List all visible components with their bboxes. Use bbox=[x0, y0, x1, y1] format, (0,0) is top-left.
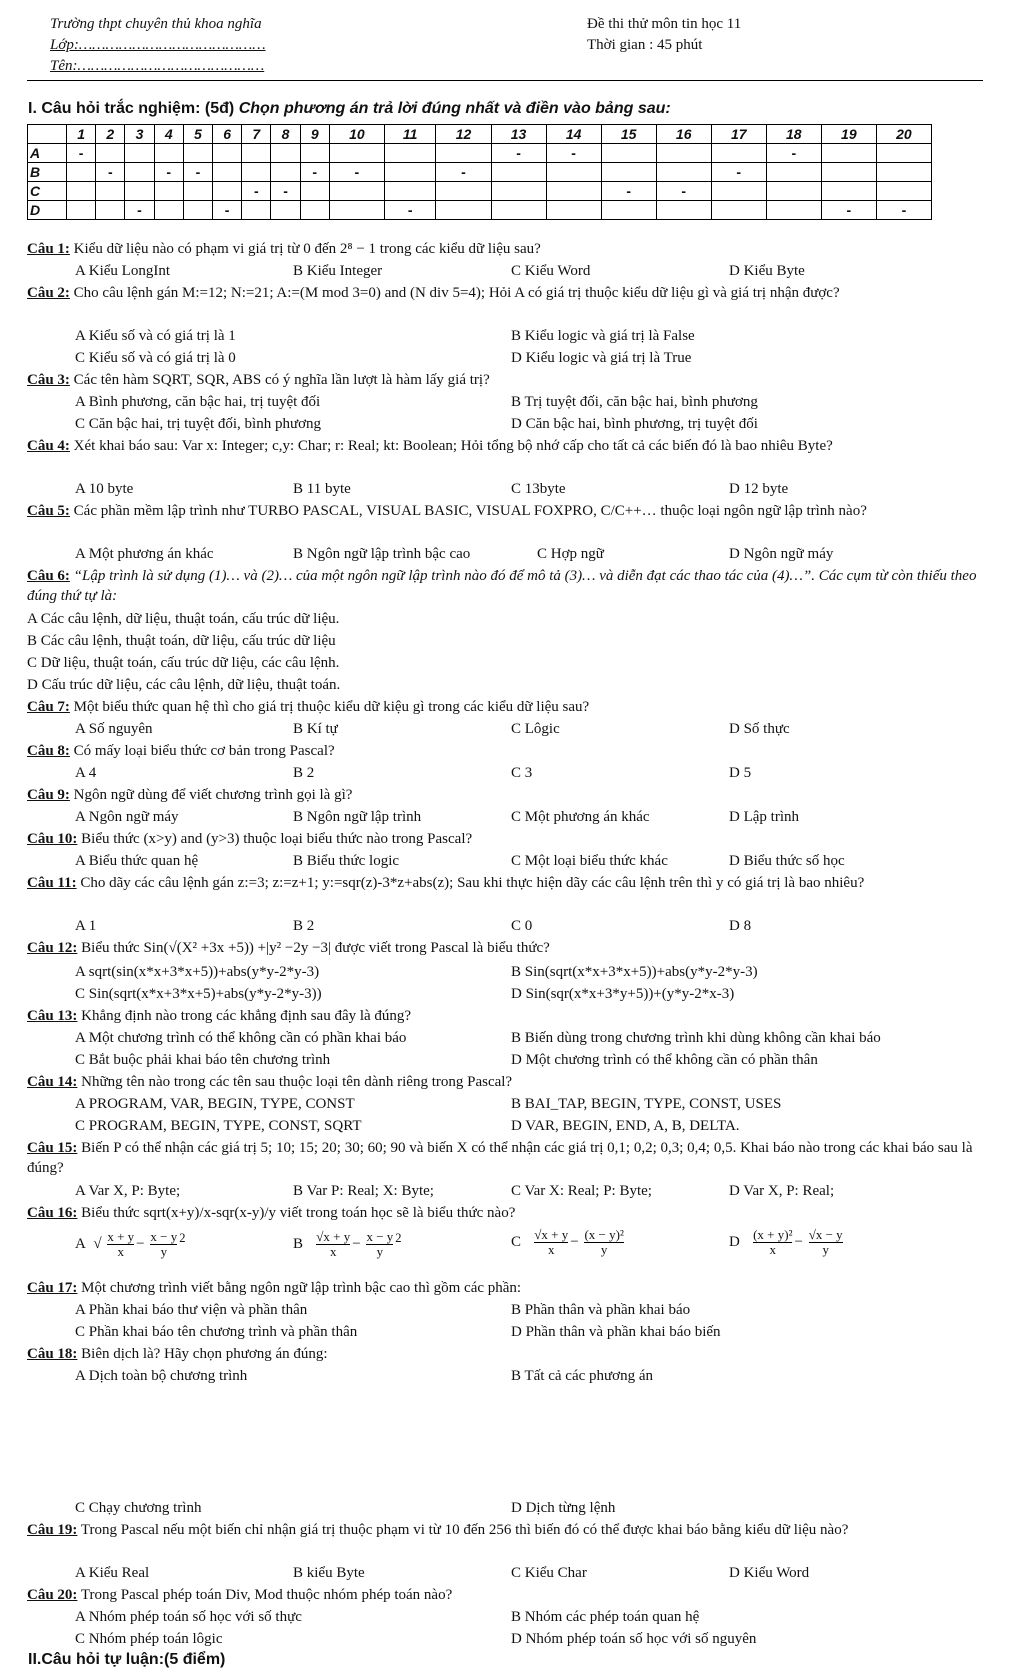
answer-cell bbox=[546, 201, 601, 220]
question-number: Câu 9: bbox=[27, 787, 70, 803]
answer-cell bbox=[96, 144, 125, 163]
q18-option-a: A Dịch toàn bộ chương trình bbox=[75, 1368, 248, 1384]
answer-cell: - bbox=[876, 201, 931, 220]
column-header: 6 bbox=[213, 125, 242, 144]
question-number: Câu 11: bbox=[27, 875, 77, 891]
answer-row bbox=[28, 201, 932, 220]
fraction bbox=[316, 1230, 350, 1259]
q18-option-b: B Tất cả các phương án bbox=[511, 1368, 653, 1384]
answer-cell bbox=[711, 201, 766, 220]
column-header: 10 bbox=[329, 125, 384, 144]
question-16 bbox=[27, 1203, 997, 1223]
q13-option-a: A Một chương trình có thể không cần có phần khai báo bbox=[75, 1030, 407, 1046]
q16-option-c: C $\frac{√x + y}{x}$ − $\frac{\text{(x − y)²}}{y}$ bbox=[511, 1227, 624, 1257]
row-label: C bbox=[28, 182, 67, 201]
fraction bbox=[150, 1230, 177, 1259]
question-2 bbox=[27, 283, 997, 303]
answer-cell bbox=[821, 144, 876, 163]
denominator: y bbox=[822, 1242, 829, 1257]
q14-option-a: A PROGRAM, VAR, BEGIN, TYPE, CONST bbox=[75, 1096, 355, 1112]
denominator: y bbox=[376, 1244, 384, 1260]
q11-option-b: B 2 bbox=[293, 918, 315, 934]
answer-row bbox=[28, 144, 932, 163]
answer-cell: - bbox=[154, 163, 183, 182]
q7-option-b: B Kí tự bbox=[293, 721, 338, 737]
answer-cell bbox=[242, 144, 271, 163]
column-header: 19 bbox=[821, 125, 876, 144]
question-5 bbox=[27, 501, 997, 521]
section-2-title: II.Câu hỏi tự luận:(5 điểm) bbox=[28, 1651, 226, 1668]
answer-cell bbox=[876, 163, 931, 182]
question-text: Một biểu thức quan hệ thì cho giá trị thuộc kiểu dữ kiệu gì trong các kiểu dữ liệu sau? bbox=[69, 699, 590, 715]
answer-cell bbox=[546, 182, 601, 201]
answer-cell bbox=[384, 163, 436, 182]
answer-cell bbox=[491, 163, 546, 182]
answer-cell bbox=[329, 144, 384, 163]
q16-option-b: B $\frac{√x + y}{x}$ − $\frac{x - y}{y}$ $^2$ bbox=[293, 1229, 402, 1260]
denominator: x bbox=[769, 1242, 777, 1257]
answer-cell bbox=[656, 163, 711, 182]
answer-cell bbox=[271, 201, 300, 220]
answer-row bbox=[28, 163, 932, 182]
question-text: Kiểu dữ liệu nào có phạm vi giá trị từ 0 đến 2⁸ − 1 trong các kiểu dữ liệu sau? bbox=[69, 241, 541, 257]
q20-option-d: D Nhóm phép toán số học với số nguyên bbox=[511, 1631, 757, 1647]
q2-option-a: A Kiểu số và có giá trị là 1 bbox=[75, 328, 236, 344]
q4-option-a: A 10 byte bbox=[75, 481, 134, 497]
q9-option-b: B Ngôn ngữ lập trình bbox=[293, 809, 422, 825]
answer-cell bbox=[300, 182, 329, 201]
q7-option-c: C Lôgic bbox=[511, 721, 560, 737]
fraction bbox=[366, 1230, 393, 1259]
answer-cell: - bbox=[766, 144, 821, 163]
question-10 bbox=[27, 829, 997, 849]
q3-option-a: A Bình phương, căn bậc hai, trị tuyệt đối bbox=[75, 394, 321, 410]
q17-option-a: A Phần khai báo thư viện và phần thân bbox=[75, 1302, 308, 1318]
answer-cell bbox=[96, 201, 125, 220]
question-number: Câu 16: bbox=[27, 1205, 78, 1221]
question-number: Câu 13: bbox=[27, 1008, 78, 1024]
q4-option-d: D 12 byte bbox=[729, 481, 789, 497]
exam-time: Thời gian : 45 phút bbox=[587, 37, 703, 53]
answer-cell bbox=[601, 163, 656, 182]
q13-option-d: D Một chương trình có thể không cần có phần thân bbox=[511, 1052, 818, 1068]
q2-option-c: C Kiểu số và có giá trị là 0 bbox=[75, 350, 236, 366]
column-header: 17 bbox=[711, 125, 766, 144]
answer-cell bbox=[491, 201, 546, 220]
question-number: Câu 8: bbox=[27, 743, 70, 759]
q2-option-d: D Kiểu logic và giá trị là True bbox=[511, 350, 692, 366]
answer-cell bbox=[213, 144, 242, 163]
question-4 bbox=[27, 436, 997, 456]
school-name: Trường thpt chuyên thủ khoa nghĩa bbox=[50, 16, 262, 32]
q8-option-c: C 3 bbox=[511, 765, 533, 781]
answer-cell: - bbox=[491, 144, 546, 163]
q11-option-d: D 8 bbox=[729, 918, 752, 934]
q1-option-a: A Kiểu LongInt bbox=[75, 263, 170, 279]
row-label: D bbox=[28, 201, 67, 220]
question-15 bbox=[27, 1138, 997, 1178]
question-text: Khẳng định nào trong các khẳng định sau đây là đúng? bbox=[77, 1008, 412, 1024]
q2-option-b: B Kiểu logic và giá trị là False bbox=[511, 328, 695, 344]
row-label: B bbox=[28, 163, 67, 182]
answer-cell bbox=[125, 163, 154, 182]
q15-option-a: A Var X, P: Byte; bbox=[75, 1183, 181, 1199]
column-header: 5 bbox=[183, 125, 212, 144]
q12-option-c: C Sin(sqrt(x*x+3*x+5)+abs(y*y-2*y-3)) bbox=[75, 986, 322, 1002]
answer-cell: - bbox=[329, 163, 384, 182]
q9-option-d: D Lập trình bbox=[729, 809, 799, 825]
answer-cell bbox=[67, 201, 96, 220]
q12-option-b: B Sin(sqrt(x*x+3*x+5))+abs(y*y-2*y-3) bbox=[511, 964, 758, 980]
q13-option-c: C Bắt buộc phải khai báo tên chương trình bbox=[75, 1052, 331, 1068]
answer-cell bbox=[213, 182, 242, 201]
q12-option-a: A sqrt(sin(x*x+3*x+5))+abs(y*y-2*y-3) bbox=[75, 964, 320, 980]
question-20 bbox=[27, 1585, 997, 1605]
answer-cell bbox=[601, 201, 656, 220]
question-17 bbox=[27, 1278, 997, 1298]
question-text: Các tên hàm SQRT, SQR, ABS có ý nghĩa lần lượt là hàm lấy giá trị? bbox=[69, 372, 490, 388]
q4-option-b: B 11 byte bbox=[293, 481, 351, 497]
answer-cell bbox=[154, 201, 183, 220]
q19-option-a: A Kiểu Real bbox=[75, 1565, 150, 1581]
question-text: Ngôn ngữ dùng để viết chương trình gọi là gì? bbox=[69, 787, 353, 803]
q20-option-a: A Nhóm phép toán số học với số thực bbox=[75, 1609, 302, 1625]
answer-cell bbox=[821, 163, 876, 182]
option-letter: B bbox=[293, 1236, 304, 1252]
q3-option-d: D Căn bậc hai, bình phương, trị tuyệt đối bbox=[511, 416, 758, 432]
question-number: Câu 12: bbox=[27, 940, 78, 956]
option-letter: C bbox=[511, 1233, 522, 1250]
q8-option-b: B 2 bbox=[293, 765, 315, 781]
answer-cell: - bbox=[821, 201, 876, 220]
numerator: √x + y bbox=[534, 1227, 569, 1242]
answer-cell: - bbox=[125, 201, 154, 220]
answer-cell bbox=[656, 201, 711, 220]
numerator: √x − y bbox=[808, 1227, 843, 1242]
answer-cell bbox=[154, 144, 183, 163]
q17-option-c: C Phần khai báo tên chương trình và phần thân bbox=[75, 1324, 358, 1340]
question-text: Cho câu lệnh gán M:=12; N:=21; A:=(M mod 3=0) and (N div 5=4); Hỏi A có giá trị thuộc kiểu dữ liệu gì và giá trị nhận được? bbox=[69, 285, 840, 301]
question-3 bbox=[27, 370, 997, 390]
q13-option-b: B Biến dùng trong chương trình khi dùng không cần khai báo bbox=[511, 1030, 881, 1046]
numerator: x + y bbox=[107, 1229, 135, 1245]
denominator: y bbox=[160, 1244, 168, 1260]
q18-option-c: C Chạy chương trình bbox=[75, 1500, 202, 1516]
answer-cell: - bbox=[183, 163, 212, 182]
fraction bbox=[534, 1228, 568, 1257]
question-13 bbox=[27, 1006, 997, 1026]
q8-option-d: D 5 bbox=[729, 765, 752, 781]
answer-cell bbox=[183, 144, 212, 163]
question-18 bbox=[27, 1344, 997, 1364]
section-1-label: I. Câu hỏi trắc nghiệm: (5đ) bbox=[28, 100, 239, 117]
question-text: Biên dịch là? Hãy chọn phương án đúng: bbox=[77, 1346, 328, 1362]
answer-cell bbox=[711, 144, 766, 163]
column-header: 2 bbox=[96, 125, 125, 144]
question-text: Biểu thức Sin(√(X² +3x +5)) +|y² −2y −3| được viết trong Pascal là biểu thức? bbox=[77, 940, 550, 956]
q11-option-c: C 0 bbox=[511, 918, 533, 934]
table-corner bbox=[28, 125, 67, 144]
q19-option-d: D Kiểu Word bbox=[729, 1565, 810, 1581]
fraction bbox=[753, 1228, 792, 1257]
answer-cell bbox=[656, 144, 711, 163]
question-text: Biểu thức (x>y) and (y>3) thuộc loại biểu thức nào trong Pascal? bbox=[77, 831, 473, 847]
column-header: 4 bbox=[154, 125, 183, 144]
answer-cell bbox=[213, 163, 242, 182]
question-19 bbox=[27, 1520, 997, 1540]
q5-option-a: A Một phương án khác bbox=[75, 546, 214, 562]
answer-cell bbox=[384, 144, 436, 163]
denominator: x bbox=[117, 1244, 124, 1260]
answer-cell bbox=[491, 182, 546, 201]
question-number: Câu 2: bbox=[27, 285, 70, 301]
answer-cell bbox=[67, 163, 96, 182]
q20-option-c: C Nhóm phép toán lôgic bbox=[75, 1631, 223, 1647]
answer-cell bbox=[271, 163, 300, 182]
q10-option-b: B Biểu thức logic bbox=[293, 853, 400, 869]
column-header: 16 bbox=[656, 125, 711, 144]
denominator: x bbox=[330, 1244, 337, 1260]
answer-cell: - bbox=[213, 201, 242, 220]
fraction bbox=[809, 1228, 843, 1257]
answer-cell bbox=[300, 201, 329, 220]
question-1 bbox=[27, 239, 997, 259]
answer-cell: - bbox=[300, 163, 329, 182]
question-text: Các phần mềm lập trình như TURBO PASCAL, VISUAL BASIC, VISUAL FOXPRO, C/C++… thuộc loại ngôn ngữ lập trình nào? bbox=[69, 503, 867, 519]
q3-option-b: B Trị tuyệt đối, căn bậc hai, bình phương bbox=[511, 394, 758, 410]
answer-cell: - bbox=[546, 144, 601, 163]
q14-option-c: C PROGRAM, BEGIN, TYPE, CONST, SQRT bbox=[75, 1118, 362, 1134]
question-text: Trong Pascal nếu một biến chỉ nhận giá trị thuộc phạm vi từ 10 đến 256 thì biến đó có thể được khai báo bằng kiểu dữ liệu nào? bbox=[77, 1522, 849, 1538]
question-text: Một chương trình viết bằng ngôn ngữ lập trình bậc cao thì gồm các phần: bbox=[77, 1280, 522, 1296]
question-text: Những tên nào trong các tên sau thuộc loại tên dành riêng trong Pascal? bbox=[77, 1074, 513, 1090]
q8-option-a: A 4 bbox=[75, 765, 97, 781]
column-header: 11 bbox=[384, 125, 436, 144]
column-header: 1 bbox=[67, 125, 96, 144]
exam-title: Đề thi thử môn tin học 11 bbox=[587, 16, 742, 32]
option-letter: D bbox=[729, 1233, 740, 1250]
fraction bbox=[107, 1230, 134, 1259]
answer-cell bbox=[436, 182, 491, 201]
question-text: Biến P có thể nhận các giá trị 5; 10; 15; 20; 30; 60; 90 và biến X có thể nhận các giá trị 0,1; 0,2; 0,3; 0,4; 0,5. Khai báo nào trong các khai báo sau là đúng? bbox=[27, 1140, 973, 1176]
answer-table bbox=[27, 124, 932, 220]
q3-option-c: C Căn bậc hai, trị tuyệt đối, bình phương bbox=[75, 416, 322, 432]
q10-option-a: A Biểu thức quan hệ bbox=[75, 853, 199, 869]
question-9 bbox=[27, 785, 997, 805]
question-number: Câu 6: bbox=[27, 568, 70, 584]
q10-option-c: C Một loại biểu thức khác bbox=[511, 853, 668, 869]
q5-option-c: C Hợp ngữ bbox=[537, 546, 604, 562]
column-header: 3 bbox=[125, 125, 154, 144]
question-number: Câu 18: bbox=[27, 1346, 78, 1362]
answer-row bbox=[28, 182, 932, 201]
column-header: 12 bbox=[436, 125, 491, 144]
numerator: (x − y)² bbox=[584, 1227, 624, 1242]
q17-option-d: D Phần thân và phần khai báo biến bbox=[511, 1324, 721, 1340]
question-number: Câu 15: bbox=[27, 1140, 78, 1156]
column-header: 20 bbox=[876, 125, 931, 144]
answer-cell bbox=[67, 182, 96, 201]
answer-cell bbox=[384, 182, 436, 201]
q5-option-b: B Ngôn ngữ lập trình bậc cao bbox=[293, 546, 471, 562]
section-1-instruction: Chọn phương án trả lời đúng nhất và điền vào bảng sau: bbox=[238, 100, 671, 117]
question-number: Câu 20: bbox=[27, 1587, 78, 1603]
answer-cell bbox=[242, 163, 271, 182]
q7-option-a: A Số nguyên bbox=[75, 721, 153, 737]
q11-option-a: A 1 bbox=[75, 918, 97, 934]
answer-cell bbox=[154, 182, 183, 201]
question-text: Có mấy loại biểu thức cơ bản trong Pascal? bbox=[69, 743, 335, 759]
question-number: Câu 5: bbox=[27, 503, 70, 519]
numerator: (x + y)² bbox=[753, 1227, 793, 1242]
q1-option-c: C Kiểu Word bbox=[511, 263, 591, 279]
answer-cell: - bbox=[436, 163, 491, 182]
question-number: Câu 1: bbox=[27, 241, 70, 257]
q6-option-d: D Cấu trúc dữ liệu, các câu lệnh, dữ liệu, thuật toán. bbox=[27, 677, 341, 693]
q12-option-d: D Sin(sqr(x*x+3*y+5))+(y*y-2*x-3) bbox=[511, 986, 735, 1002]
answer-cell bbox=[329, 182, 384, 201]
answer-cell bbox=[546, 163, 601, 182]
answer-cell bbox=[876, 182, 931, 201]
question-text: Xét khai báo sau: Var x: Integer; c,y: Char; r: Real; kt: Boolean; Hỏi tổng bộ nhớ cấp cho tất cả các biến đó là bao nhiêu Byte? bbox=[69, 438, 833, 454]
answer-cell: - bbox=[271, 182, 300, 201]
question-number: Câu 19: bbox=[27, 1522, 78, 1538]
answer-cell bbox=[271, 144, 300, 163]
answer-cell: - bbox=[656, 182, 711, 201]
q15-option-d: D Var X, P: Real; bbox=[729, 1183, 835, 1199]
row-label: A bbox=[28, 144, 67, 163]
question-6 bbox=[27, 566, 997, 606]
option-letter: A bbox=[75, 1236, 86, 1252]
column-header: 18 bbox=[766, 125, 821, 144]
question-text: Cho dãy các câu lệnh gán z:=3; z:=z+1; y:=sqr(z)-3*z+abs(z); Sau khi thực hiện dãy các câu lệnh trên thì y có giá trị là bao nhiêu? bbox=[76, 875, 865, 891]
question-number: Câu 14: bbox=[27, 1074, 78, 1090]
column-header: 15 bbox=[601, 125, 656, 144]
denominator: y bbox=[600, 1242, 608, 1257]
header-divider bbox=[27, 80, 983, 81]
answer-cell bbox=[436, 201, 491, 220]
numerator: √x + y bbox=[316, 1229, 351, 1245]
question-number: Câu 3: bbox=[27, 372, 70, 388]
answer-cell bbox=[125, 182, 154, 201]
q4-option-c: C 13byte bbox=[511, 481, 566, 497]
q18-option-d: D Dịch từng lệnh bbox=[511, 1500, 616, 1516]
answer-cell bbox=[876, 144, 931, 163]
numerator: x − y bbox=[366, 1229, 394, 1245]
question-11 bbox=[27, 873, 997, 893]
question-text: Biểu thức sqrt(x+y)/x-sqr(x-y)/y viết trong toán học sẽ là biểu thức nào? bbox=[77, 1205, 516, 1221]
column-header: 14 bbox=[546, 125, 601, 144]
question-number: Câu 10: bbox=[27, 831, 78, 847]
answer-cell: - bbox=[711, 163, 766, 182]
answer-cell bbox=[766, 182, 821, 201]
question-number: Câu 17: bbox=[27, 1280, 78, 1296]
column-header: 8 bbox=[271, 125, 300, 144]
answer-cell bbox=[766, 163, 821, 182]
question-number: Câu 7: bbox=[27, 699, 70, 715]
answer-cell bbox=[436, 144, 491, 163]
answer-cell: - bbox=[384, 201, 436, 220]
question-12 bbox=[27, 938, 997, 958]
q7-option-d: D Số thực bbox=[729, 721, 790, 737]
q14-option-d: D VAR, BEGIN, END, A, B, DELTA. bbox=[511, 1118, 740, 1134]
question-number: Câu 4: bbox=[27, 438, 70, 454]
answer-cell bbox=[96, 182, 125, 201]
answer-cell: - bbox=[242, 182, 271, 201]
q20-option-b: B Nhóm các phép toán quan hệ bbox=[511, 1609, 700, 1625]
q14-option-b: B BAI_TAP, BEGIN, TYPE, CONST, USES bbox=[511, 1096, 782, 1112]
numerator: x − y bbox=[150, 1229, 178, 1245]
q6-option-a: A Các câu lệnh, dữ liệu, thuật toán, cấu trúc dữ liệu. bbox=[27, 611, 340, 627]
q9-option-a: A Ngôn ngữ máy bbox=[75, 809, 179, 825]
answer-cell bbox=[183, 182, 212, 201]
q17-option-b: B Phần thân và phần khai báo bbox=[511, 1302, 691, 1318]
answer-cell bbox=[300, 144, 329, 163]
question-14 bbox=[27, 1072, 997, 1092]
answer-cell bbox=[766, 201, 821, 220]
column-header: 7 bbox=[242, 125, 271, 144]
class-label: Lớp:…………………………………… bbox=[50, 37, 266, 53]
answer-cell bbox=[183, 201, 212, 220]
denominator: x bbox=[548, 1242, 555, 1257]
question-text: “Lập trình là sử dụng (1)… và (2)… của một ngôn ngữ lập trình nào đó để mô tả (3)… và diễn đạt các thao tác của (4)…”. Các cụm từ còn thiếu theo đúng thứ tự là: bbox=[27, 568, 977, 604]
q15-option-c: C Var X: Real; P: Byte; bbox=[511, 1183, 652, 1199]
q19-option-b: B kiểu Byte bbox=[293, 1565, 365, 1581]
answer-cell: - bbox=[96, 163, 125, 182]
q15-option-b: B Var P: Real; X: Byte; bbox=[293, 1183, 434, 1199]
column-header: 9 bbox=[300, 125, 329, 144]
answer-cell bbox=[125, 144, 154, 163]
answer-cell bbox=[711, 182, 766, 201]
q9-option-c: C Một phương án khác bbox=[511, 809, 650, 825]
q10-option-d: D Biểu thức số học bbox=[729, 853, 845, 869]
answer-cell: - bbox=[601, 182, 656, 201]
q16-option-d: D $\frac{\text{(x + y)²}}{x}$ − $\frac{√x - y}{y}$ bbox=[729, 1227, 843, 1257]
q6-option-b: B Các câu lệnh, thuật toán, dữ liệu, cấu trúc dữ liệu bbox=[27, 633, 336, 649]
q1-option-b: B Kiểu Integer bbox=[293, 263, 383, 279]
question-text: Trong Pascal phép toán Div, Mod thuộc nhóm phép toán nào? bbox=[77, 1587, 453, 1603]
fraction bbox=[584, 1228, 623, 1257]
q16-option-a: A √ $\frac{x + y}{x}$ − $\frac{x - y}{y}$ $^2$ bbox=[75, 1229, 186, 1260]
answer-cell: - bbox=[67, 144, 96, 163]
answer-cell bbox=[601, 144, 656, 163]
answer-cell bbox=[329, 201, 384, 220]
q19-option-c: C Kiểu Char bbox=[511, 1565, 587, 1581]
q5-option-d: D Ngôn ngữ máy bbox=[729, 546, 834, 562]
answer-cell bbox=[821, 182, 876, 201]
section-1-title bbox=[28, 100, 671, 118]
question-8 bbox=[27, 741, 997, 761]
column-header: 13 bbox=[491, 125, 546, 144]
question-7 bbox=[27, 697, 997, 717]
answer-cell bbox=[242, 201, 271, 220]
name-label: Tên:…………………………………… bbox=[50, 58, 265, 74]
q1-option-d: D Kiểu Byte bbox=[729, 263, 805, 279]
q6-option-c: C Dữ liệu, thuật toán, cấu trúc dữ liệu, các câu lệnh. bbox=[27, 655, 340, 671]
